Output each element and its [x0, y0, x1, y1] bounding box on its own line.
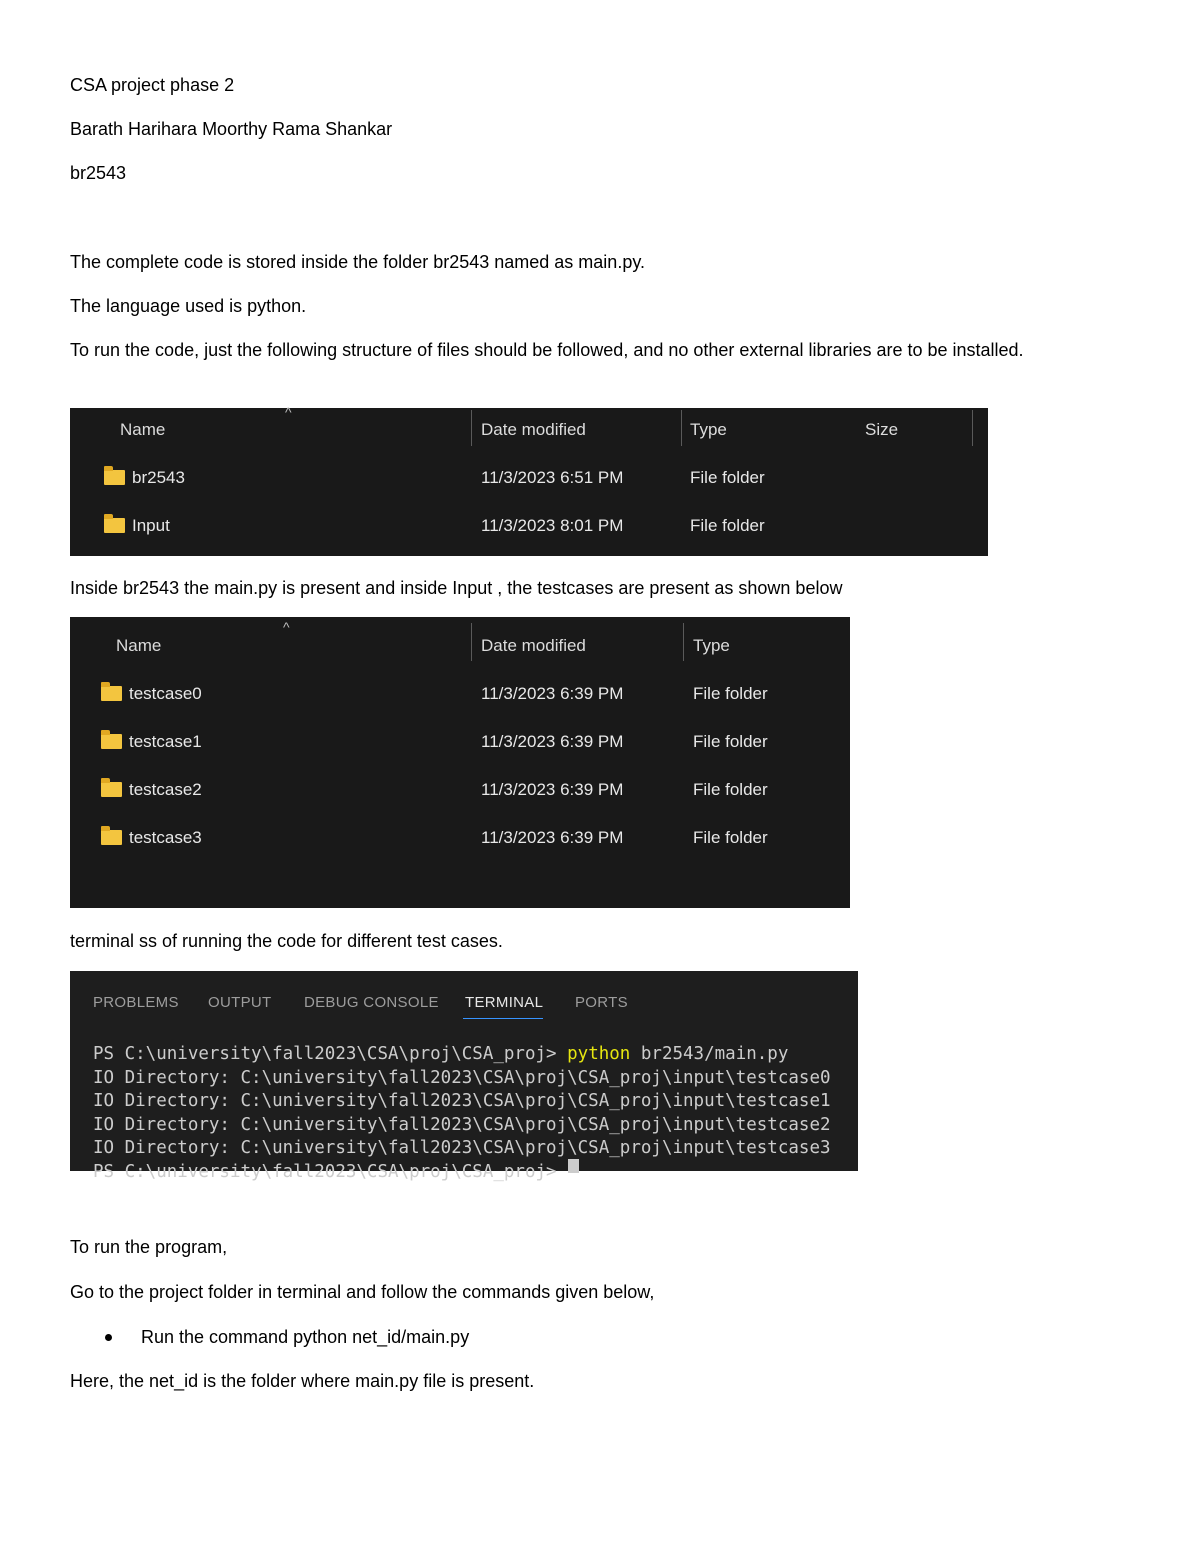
file-date: 11/3/2023 6:51 PM	[481, 468, 624, 487]
paragraph-instructions: Go to the project folder in terminal and follow the commands given below,	[70, 1282, 655, 1302]
file-date: 11/3/2023 8:01 PM	[481, 516, 624, 535]
sort-caret-icon: ^	[283, 619, 290, 635]
tab-output[interactable]: OUTPUT	[208, 994, 272, 1011]
document-title: CSA project phase 2	[70, 75, 235, 95]
file-explorer-root	[70, 404, 988, 556]
folder-icon	[101, 782, 122, 797]
terminal-output-line: IO Directory: C:\university\fall2023\CSA\proj\CSA_proj\input\testcase0	[93, 1068, 831, 1088]
paragraph-run-program: To run the program,	[70, 1237, 228, 1257]
column-header-type[interactable]: Type	[693, 636, 730, 655]
active-tab-indicator	[463, 1018, 543, 1019]
file-type: File folder	[693, 732, 768, 751]
folder-icon	[104, 470, 125, 485]
paragraph-code-location: The complete code is stored inside the folder br2543 named as main.py.	[70, 252, 645, 272]
paragraph-inside-folders: Inside br2543 the main.py is present and inside Input , the testcases are present as shown below	[70, 578, 843, 598]
column-header-type[interactable]: Type	[690, 420, 727, 439]
tab-ports[interactable]: PORTS	[575, 994, 628, 1011]
author-name: Barath Harihara Moorthy Rama Shankar	[70, 119, 393, 139]
column-divider	[471, 623, 472, 661]
column-divider	[681, 410, 682, 446]
command-keyword: python	[567, 1044, 631, 1064]
paragraph-terminal-caption: terminal ss of running the code for different test cases.	[70, 931, 503, 951]
tab-debug-console[interactable]: DEBUG CONSOLE	[304, 994, 439, 1011]
file-name: testcase2	[129, 780, 202, 799]
tab-problems[interactable]: PROBLEMS	[93, 994, 179, 1011]
folder-icon	[101, 686, 122, 701]
file-name: testcase3	[129, 828, 202, 847]
folder-icon	[104, 518, 125, 533]
file-date: 11/3/2023 6:39 PM	[481, 780, 624, 799]
terminal-command-line	[93, 1044, 788, 1064]
file-date: 11/3/2023 6:39 PM	[481, 732, 624, 751]
file-type: File folder	[693, 828, 768, 847]
command-args: br2543/main.py	[630, 1044, 789, 1064]
column-header-name[interactable]: Name	[116, 636, 162, 655]
paragraph-structure: To run the code, just the following structure of files should be followed, and no other external libraries are to be installed.	[70, 340, 1024, 360]
column-header-date[interactable]: Date modified	[481, 636, 586, 655]
column-header-size[interactable]: Size	[865, 420, 899, 439]
folder-icon	[101, 830, 122, 845]
file-type: File folder	[693, 684, 768, 703]
paragraph-net-id-note: Here, the net_id is the folder where main.py file is present.	[70, 1371, 535, 1391]
tab-terminal[interactable]: TERMINAL	[465, 994, 544, 1011]
bullet-command: Run the command python net_id/main.py	[141, 1327, 470, 1347]
column-header-date[interactable]: Date modified	[481, 420, 586, 439]
terminal-cursor	[568, 1159, 579, 1173]
sort-caret-icon: ^	[285, 404, 292, 420]
file-type: File folder	[690, 468, 765, 487]
terminal-output-line: IO Directory: C:\university\fall2023\CSA\proj\CSA_proj\input\testcase1	[93, 1091, 831, 1111]
column-header-name[interactable]: Name	[120, 420, 166, 439]
terminal-output-line: IO Directory: C:\university\fall2023\CSA\proj\CSA_proj\input\testcase3	[93, 1138, 831, 1158]
terminal-panel	[70, 971, 858, 1182]
file-name: br2543	[132, 468, 185, 487]
bullet-icon	[105, 1334, 112, 1341]
folder-icon	[101, 734, 122, 749]
file-name: Input	[132, 516, 170, 535]
column-divider	[972, 410, 973, 446]
file-type: File folder	[690, 516, 765, 535]
file-explorer-input	[70, 617, 850, 908]
terminal-output-line: IO Directory: C:\university\fall2023\CSA\proj\CSA_proj\input\testcase2	[93, 1115, 831, 1135]
column-divider	[471, 410, 472, 446]
column-divider	[683, 623, 684, 661]
file-type: File folder	[693, 780, 768, 799]
terminal-final-prompt: PS C:\university\fall2023\CSA\proj\CSA_proj>	[93, 1162, 568, 1182]
paragraph-language: The language used is python.	[70, 296, 307, 316]
file-date: 11/3/2023 6:39 PM	[481, 684, 624, 703]
net-id: br2543	[70, 163, 127, 183]
terminal-prompt: PS C:\university\fall2023\CSA\proj\CSA_proj>	[93, 1044, 568, 1064]
file-name: testcase1	[129, 732, 202, 751]
file-name: testcase0	[129, 684, 202, 703]
file-date: 11/3/2023 6:39 PM	[481, 828, 624, 847]
